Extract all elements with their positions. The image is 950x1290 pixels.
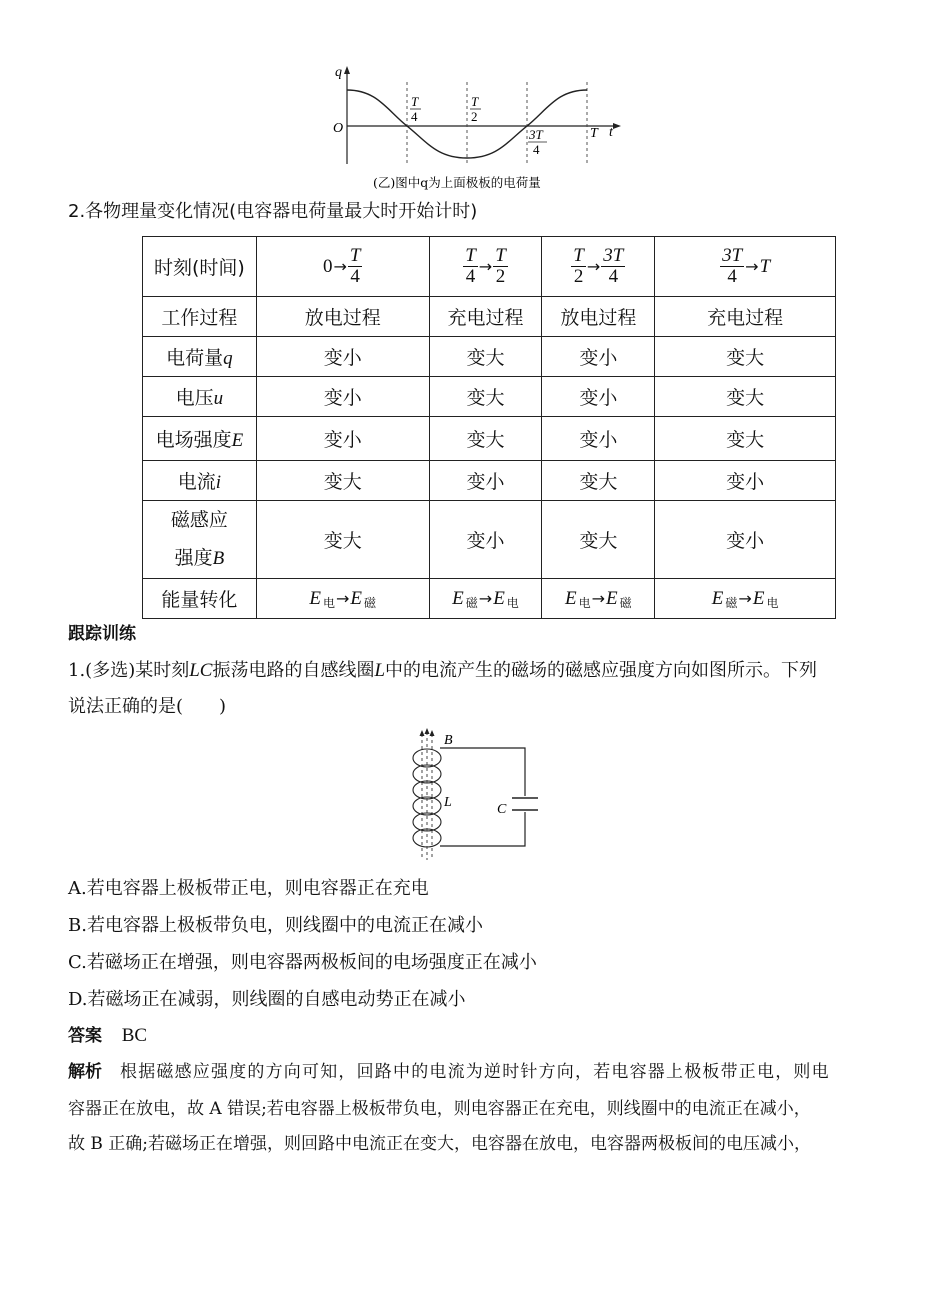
table-cell: 变大 — [256, 461, 429, 501]
table-row — [143, 417, 836, 461]
table-cell: 变小 — [256, 337, 429, 377]
section-title: 2.各物理量变化情况(电容器电荷量最大时开始计时) — [68, 201, 478, 222]
figure-caption: (乙)图中q为上面极板的电荷量 — [373, 175, 541, 190]
header-col-3: $\frac{T}{2}$ → $\frac{3T}{4}$ — [542, 237, 655, 297]
table-cell: 变小 — [655, 461, 836, 501]
option-d: D.若磁场正在减弱，则线圈的自感电动势正在减小 — [68, 989, 466, 1010]
row-label: 电压u — [143, 377, 257, 417]
magnetic-field-lines — [422, 732, 432, 860]
table-cell: 变小 — [429, 461, 542, 501]
arrow-icon: → — [591, 588, 606, 608]
q-axis-label: q — [335, 65, 342, 80]
circuit-wire — [440, 748, 525, 796]
header-label: 时刻(时间) — [143, 237, 257, 297]
analysis-line-3: 故 B 正确;若磁场正在增强，则回路中电流正在变大，电容器在放电，电容器两极板间的电压减小， — [68, 1134, 812, 1154]
table-cell: 变小 — [542, 337, 655, 377]
physics-table — [142, 236, 836, 619]
arrow-icon: → — [478, 588, 493, 608]
header-col-2: $\frac{T}{4}$ → $\frac{T}{2}$ — [429, 237, 542, 297]
arrow-icon: → — [586, 257, 601, 276]
table-cell: 放电过程 — [256, 297, 429, 337]
tick-T-label: T — [590, 126, 598, 141]
tick-T4-den: 4 — [411, 109, 418, 124]
table-row — [143, 461, 836, 501]
table-row-header — [143, 237, 836, 297]
table-cell: 变小 — [429, 501, 542, 579]
q-t-graph — [325, 60, 625, 195]
question-line-1: 1.(多选)某时刻LC振荡电路的自感线圈L中的电流产生的磁场的磁感应强度方向如图所示。下列 — [68, 660, 818, 681]
q-axis-arrow — [344, 66, 350, 74]
label-B: B — [444, 733, 453, 748]
arrow-icon: → — [333, 257, 347, 276]
table-cell: 充电过程 — [655, 297, 836, 337]
practice-title: 跟踪训练 — [68, 624, 136, 644]
table-cell: 变大 — [429, 377, 542, 417]
origin-label: O — [333, 121, 344, 136]
row-label: 工作过程 — [143, 297, 257, 337]
table-row — [143, 337, 836, 377]
header-col-1: 0→ $\frac{T}{4}$ — [256, 237, 429, 297]
analysis-line-2: 容器正在放电，故 A 错误;若电容器上极板带负电，则电容器正在充电，则线圈中的电流正在减小， — [68, 1099, 811, 1119]
answer-line: 答案 BC — [68, 1025, 148, 1046]
table-row — [143, 297, 836, 337]
tick-T2-den: 2 — [471, 109, 478, 124]
table-cell: 变小 — [256, 377, 429, 417]
table-cell: 变小 — [256, 417, 429, 461]
table-cell: 变大 — [429, 417, 542, 461]
table-cell: 放电过程 — [542, 297, 655, 337]
circuit-wire-bottom — [440, 812, 525, 846]
label-C: C — [497, 802, 507, 817]
table-cell: 充电过程 — [429, 297, 542, 337]
row-label: 电流i — [143, 461, 257, 501]
table-cell: 变小 — [542, 377, 655, 417]
analysis-line-1: 解析 根据磁感应强度的方向可知，回路中的电流为逆时针方向，若电容器上极板带正电，则电 — [68, 1062, 830, 1082]
table-cell: 变大 — [542, 461, 655, 501]
table-cell: E $_磁$→E $_电$ — [429, 579, 542, 619]
tick-3T4-den: 4 — [533, 142, 540, 157]
row-label: 电场强度E — [143, 417, 257, 461]
table-cell: 变小 — [655, 501, 836, 579]
table-row-energy — [143, 579, 836, 619]
table-cell: 变大 — [542, 501, 655, 579]
tick-3T4-num: 3T — [529, 127, 543, 142]
tick-T4-num: T — [411, 94, 419, 109]
table-cell: E $_电$→E $_磁$ — [542, 579, 655, 619]
table-cell: 变大 — [655, 337, 836, 377]
label-L: L — [444, 795, 452, 810]
question-line-2: 说法正确的是( ) — [68, 696, 227, 717]
table-row — [143, 377, 836, 417]
table-cell: E $_电$→E $_磁$ — [256, 579, 429, 619]
arrow-icon: → — [478, 257, 493, 276]
table-row — [143, 501, 836, 579]
table-cell: 变大 — [655, 377, 836, 417]
lc-circuit-figure — [400, 728, 540, 863]
table-cell: 变大 — [655, 417, 836, 461]
header-col-4: $\frac{3T}{4}$ →T — [655, 237, 836, 297]
arrow-icon: → — [336, 588, 350, 608]
row-label: 磁感应 强度B — [143, 501, 257, 579]
option-b: B.若电容器上极板带负电，则线圈中的电流正在减小 — [68, 915, 483, 936]
arrow-icon: → — [738, 588, 752, 608]
row-label: 能量转化 — [143, 579, 257, 619]
table-cell: 变大 — [256, 501, 429, 579]
tick-T2-num: T — [471, 94, 479, 109]
table-cell: 变小 — [542, 417, 655, 461]
option-c: C.若磁场正在增强，则电容器两极板间的电场强度正在减小 — [68, 952, 537, 973]
t-axis-label: t — [609, 125, 613, 140]
table-cell: E $_磁$→E $_电$ — [655, 579, 836, 619]
option-a: A.若电容器上极板带正电，则电容器正在充电 — [68, 878, 429, 899]
table-cell: 变大 — [429, 337, 542, 377]
row-label: 电荷量q — [143, 337, 257, 377]
t-axis-arrow — [613, 123, 621, 129]
arrow-icon: → — [745, 257, 759, 276]
